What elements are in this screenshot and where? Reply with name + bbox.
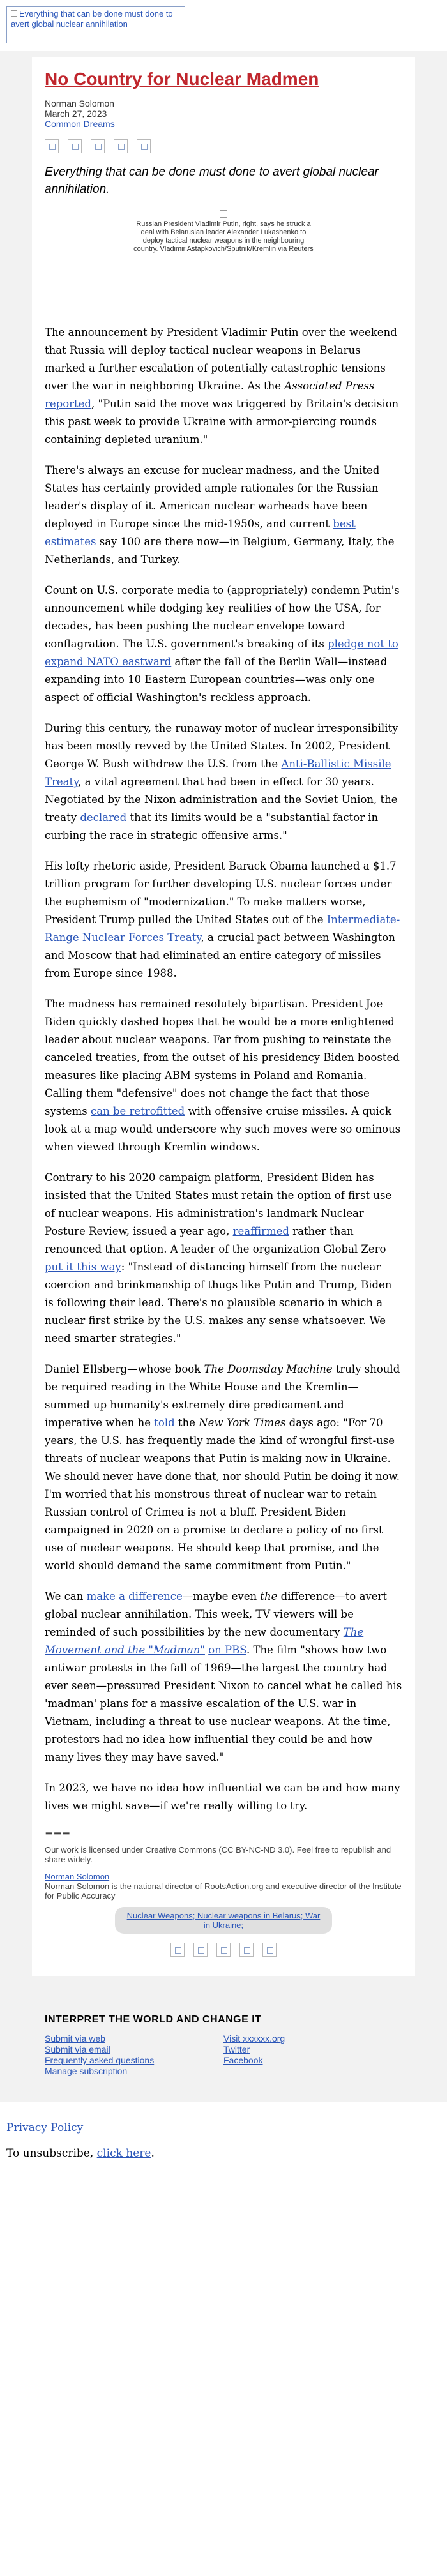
paragraph-3: Count on U.S. corporate media to (appropriately) condemn Putin's announcement while dodging key realities of how the USA, for decades, has been pushing the nuclear envelope toward conflagration. The U.S. government's breaking of its pledge not to expand NATO eastward after the fall of the Berlin Wall—instead expanding into 10 Eastern European countries—was only one aspect of official Washington's reckless approach. <box>45 584 400 704</box>
footer-heading: INTERPRET THE WORLD AND CHANGE IT <box>45 2014 262 2025</box>
link-documentary[interactable]: The Movement and the "Madman" <box>45 1626 364 1656</box>
paragraph-2: There's always an excuse for nuclear madness, and the United States has certainly provided ample rationales for the Russian leader's display of it. American nuclear warheads have been deployed in Europe since the mid-1950s, and current best estimates say 100 are there now—in Belgium, Germany, Italy, the Netherlands, and Turkey. <box>45 464 395 566</box>
twitter-link[interactable]: Twitter <box>224 2044 250 2054</box>
header-image-placeholder[interactable] <box>6 6 185 43</box>
header-image-alt: Everything that can be done must done to avert global nuclear annihilation <box>11 9 173 29</box>
tags-pill[interactable]: Nuclear Weapons; Nuclear weapons in Belarus; War in Ukraine; <box>115 1907 332 1934</box>
submit-email-link[interactable]: Submit via email <box>45 2044 110 2054</box>
bottom-links <box>0 2102 447 2179</box>
photo-space <box>131 253 316 311</box>
author-name: Norman Solomon <box>45 98 114 109</box>
paragraph-8: Daniel Ellsberg—whose book The Doomsday Machine truly should be required reading in the White House and the Kremlin—summed up humanity's extremely dire predicament and imperative when he told the New York Times days ago: "For 70 years, the U.S. has frequently made the kind of wrongful first-use threats of nuclear weapons that Putin is making now in Ukraine. We should never have done that, nor should Putin be doing it now. I'm worried that his monstrous threat of nuclear war to retain Russian control of Crimea is not a bluff. President Biden campaigned in 2020 on a promise to declare a policy of no first use of nuclear weapons. He should keep that promise, and the world should demand the same commitment from Putin." <box>45 1363 400 1572</box>
broken-image-icon <box>11 10 17 17</box>
unsubscribe-line: To unsubscribe, click here. <box>6 2147 155 2160</box>
article-title[interactable]: No Country for Nuclear Madmen <box>45 69 319 89</box>
author-link[interactable]: Norman Solomon <box>45 1872 110 1881</box>
article-photo <box>131 208 316 311</box>
broken-image-icon <box>220 210 227 218</box>
reddit-share-icon[interactable] <box>216 1943 231 1957</box>
article-card <box>32 57 415 1976</box>
link-best-estimates[interactable]: best estimates <box>45 518 356 548</box>
facebook-share-icon[interactable] <box>45 139 59 153</box>
footer-col-1 <box>45 2033 224 2077</box>
print-share-icon[interactable] <box>262 1943 277 1957</box>
source-link[interactable]: Common Dreams <box>45 119 115 129</box>
paragraph-6: The madness has remained resolutely bipartisan. President Joe Biden quickly dashed hopes that he would be a more enlightened leader about nuclear weapons. Far from pushing to reinstate the canceled treaties, from the outset of his presidency Biden boosted measures like placing ABM systems in Poland and Romania. Calling them "defensive" does not change the fact that those systems can be retrofitted with offensive cruise missiles. A quick look at a map would underscore why such moves were so ominous when viewed through Kremlin windows. <box>45 998 401 1153</box>
paragraph-5: His lofty rhetoric aside, President Barack Obama launched a $1.7 trillion program for further developing U.S. nuclear forces under the euphemism of "modernization." To make matters worse, President Trump pulled the United States out of the Intermediate-Range Nuclear Forces Treaty, a crucial pact between Washington and Moscow that had eliminated an entire category of missiles from Europe since 1988. <box>45 860 400 979</box>
link-inf-treaty[interactable]: Intermediate-Range Nuclear Forces Treaty <box>45 914 400 944</box>
facebook-share-icon[interactable] <box>170 1943 185 1957</box>
paragraph-7: Contrary to his 2020 campaign platform, President Biden has insisted that the United States must retain the option of first use of nuclear weapons. His administration's landmark Nuclear Posture Review, issued a year ago, reaffirmed rather than renounced that option. A leader of the organization Global Zero put it this way: "Instead of distancing himself from the nuclear coercion and brinkmanship of thugs like Putin and Trump, Biden is following their lead. There's no plausible scenario in which a nuclear first strike by the U.S. makes any sense whatsoever. We need smarter strategies." <box>45 1171 392 1344</box>
privacy-policy-link[interactable]: Privacy Policy <box>6 2121 84 2134</box>
paragraph-4: During this century, the runaway motor of nuclear irresponsibility has been mostly revved by the United States. In 2002, President George W. Bush withdrew the U.S. from the Anti-Ballistic Missile Treaty, a vital agreement that had been in effect for 30 years. Negotiated by the Nixon administration and the Soviet Union, the treaty declared that its limits would be a "substantial factor in curbing the race in strategic offensive arms." <box>45 722 398 841</box>
twitter-share-icon[interactable] <box>193 1943 208 1957</box>
email-share-icon[interactable] <box>239 1943 254 1957</box>
link-on-pbs[interactable]: on PBS <box>208 1644 246 1656</box>
print-share-icon[interactable] <box>137 139 151 153</box>
link-abm-treaty[interactable]: Anti-Ballistic Missile Treaty <box>45 758 391 788</box>
article-date: March 27, 2023 <box>45 109 107 119</box>
author-bio: Norman Solomon is the national director of RootsAction.org and executive director of the Institute for Public Accuracy <box>45 1881 402 1901</box>
twitter-share-icon[interactable] <box>68 139 82 153</box>
reddit-share-icon[interactable] <box>91 139 105 153</box>
manage-subscription-link[interactable]: Manage subscription <box>45 2066 128 2076</box>
link-nato-pledge[interactable]: pledge not to expand NATO eastward <box>45 638 398 668</box>
article-meta <box>45 98 402 129</box>
footer-columns <box>45 2033 402 2077</box>
visit-site-link[interactable]: Visit xxxxxx.org <box>224 2033 285 2044</box>
separator: === <box>45 1828 71 1840</box>
paragraph-9: We can make a difference—maybe even the difference—to avert global nuclear annihilation. This week, TV viewers will be reminded of such possibilities by the new documentary The Movement and the "Madman" on PBS. The film "shows how two antiwar protests in the fall of 1969—the largest the country had ever seen—pressured President Nixon to cancel what he called his 'madman' plans for a massive escalation of the U.S. war in Vietnam, including a threat to use nuclear weapons. At the time, protestors had no idea how influential they could be and how many lives they may have saved." <box>45 1590 402 1763</box>
license-text: Our work is licensed under Creative Commons (CC BY-NC-ND 3.0). Feel free to republish and share widely. <box>45 1845 391 1864</box>
share-icons-bottom <box>45 1943 402 1957</box>
paragraph-10: In 2023, we have no idea how influential we can be and how many lives we might save—if we're really willing to try. <box>45 1782 400 1812</box>
unsubscribe-link[interactable]: click here <box>96 2147 151 2160</box>
license-block <box>45 1845 402 1901</box>
share-icons-top <box>45 139 402 153</box>
link-declared[interactable]: declared <box>80 811 127 824</box>
email-wrapper <box>0 51 447 2102</box>
footer <box>32 1976 415 2102</box>
link-reaffirmed[interactable]: reaffirmed <box>232 1225 289 1237</box>
link-retrofitted[interactable]: can be retrofitted <box>91 1105 185 1117</box>
photo-caption: Russian President Vladimir Putin, right, says he struck a deal with Belarusian leader Alexander Lukashenko to deploy tactical nuclear weapons in the neighbouring country. Vladimir Astapkovich/Sputnik/Kremlin via Reuters <box>133 220 314 253</box>
footer-col-2 <box>224 2033 402 2077</box>
article-subhead: Everything that can be done must done to avert global nuclear annihilation. <box>45 165 379 196</box>
submit-web-link[interactable]: Submit via web <box>45 2033 105 2044</box>
link-reported[interactable]: reported <box>45 398 91 410</box>
email-share-icon[interactable] <box>114 139 128 153</box>
paragraph-1: The announcement by President Vladimir Putin over the weekend that Russia will deploy tactical nuclear weapons in Belarus marked a further escalation of potentially catastrophic tensions over the war in neighboring Ukraine. As the Associated Press reported, "Putin said the move was triggered by Britain's decision this past week to provide Ukraine with armor-piercing rounds containing depleted uranium." <box>45 326 399 446</box>
link-make-a-difference[interactable]: make a difference <box>86 1590 183 1602</box>
link-told[interactable]: told <box>154 1417 175 1429</box>
link-put-it-this-way[interactable]: put it this way <box>45 1261 121 1273</box>
faq-link[interactable]: Frequently asked questions <box>45 2055 155 2065</box>
facebook-link[interactable]: Facebook <box>224 2055 263 2065</box>
top-banner <box>0 0 447 51</box>
